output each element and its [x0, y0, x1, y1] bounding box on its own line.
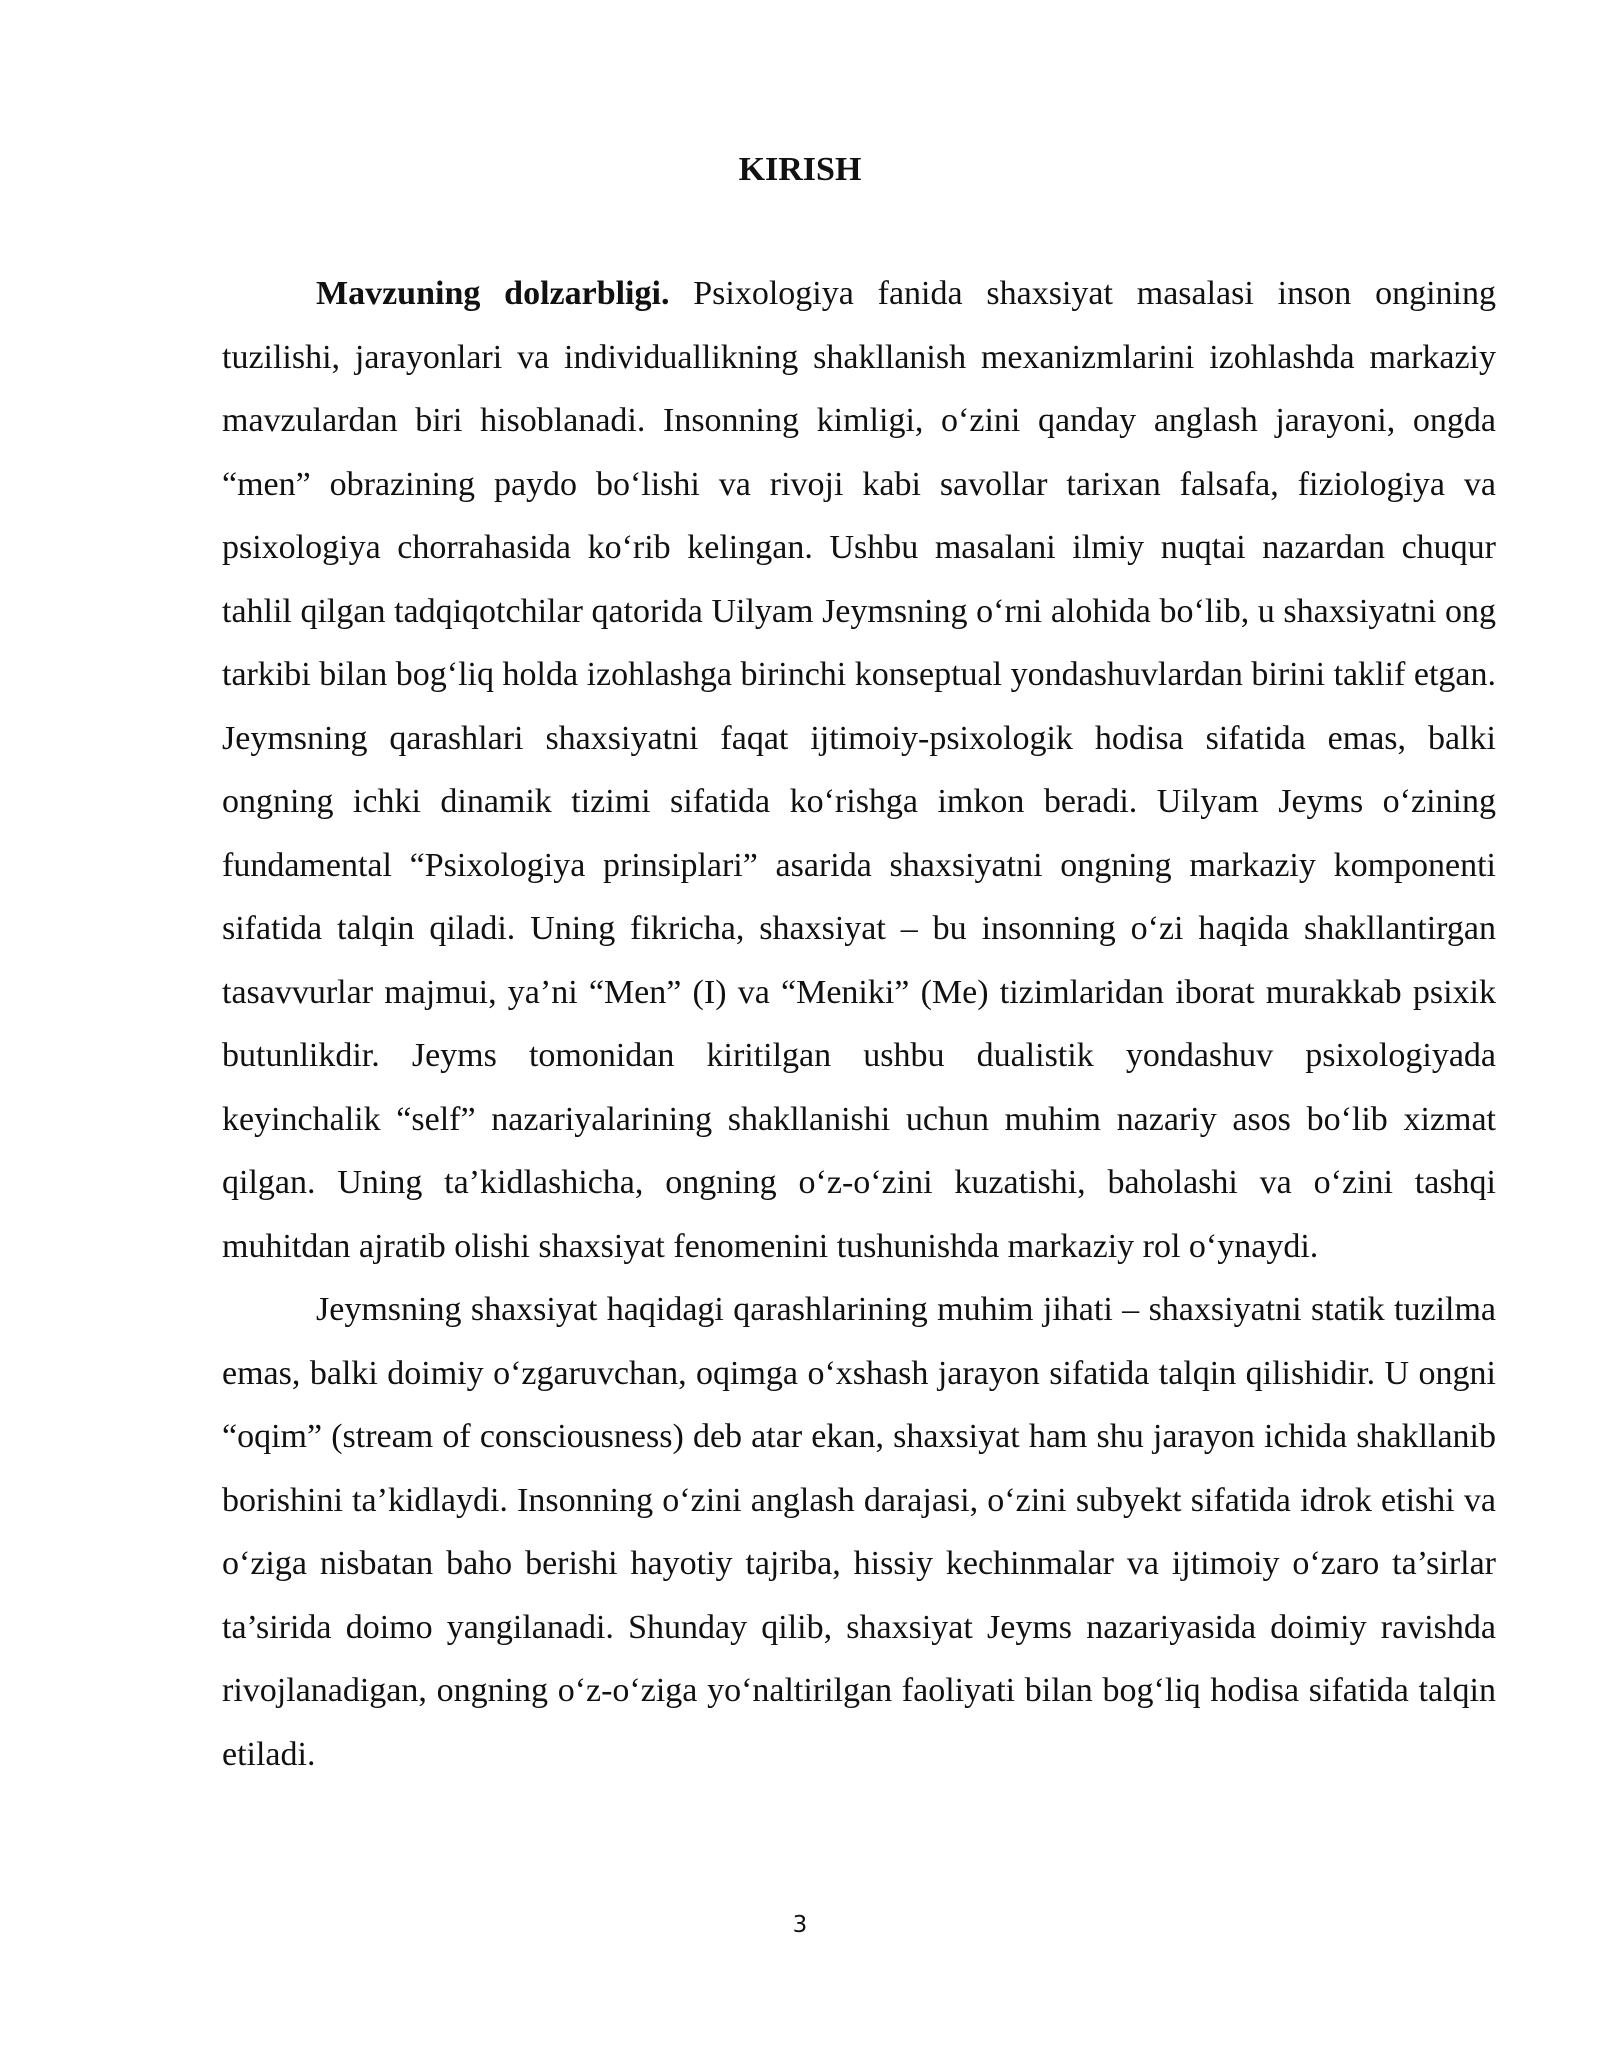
page-heading: KIRISH — [738, 151, 862, 188]
paragraph-relevance — [222, 262, 1496, 1278]
paragraph-text: Jeymsning shaxsiyat haqidagi qarashlarining muhim jihati – shaxsiyatni statik tuzilma emas, balki doimiy o‘zgaruvchan, oqimga o‘xshash jarayon sifatida talqin qilishidir. U ongni “oqim” (stream of consciousness) deb atar ekan, shaxsiyat ham shu jarayon ichida shakllanib borishini ta’kidlaydi. Insonning o‘zini anglash darajasi, o‘zini subyekt sifatida idrok etishi va o‘ziga nisbatan baho berishi hayotiy tajriba, hissiy kechinmalar va ijtimoiy o‘zaro ta’sirlar ta’sirida doimo yangilanadi. Shunday qilib, shaxsiyat Jeyms nazariyasida doimiy ravishda rivojlanadigan, ongning o‘z-o‘ziga yo‘naltirilgan faoliyati bilan bog‘liq hodisa sifatida talqin etiladi. — [222, 1291, 1496, 1773]
paragraph-text: Psixologiya fanida shaxsiyat masalasi inson ongining tuzilishi, jarayonlari va individuallikning shakllanish mexanizmlarini izohlashda markaziy mavzulardan biri hisoblanadi. Insonning kimligi, o‘zini qanday anglash jarayoni, ongda “men” obrazining paydo bo‘lishi va rivoji kabi savollar tarixan falsafa, fiziologiya va psixologiya chorrahasida ko‘rib kelingan. Ushbu masalani ilmiy nuqtai nazardan chuqur tahlil qilgan tadqiqotchilar qatorida Uilyam Jeymsning o‘rni alohida bo‘lib, u shaxsiyatni ong tarkibi bilan bog‘liq holda izohlashga birinchi konseptual yondashuvlardan birini taklif etgan. Jeymsning qarashlari shaxsiyatni faqat ijtimoiy-psixologik hodisa sifatida emas, balki ongning ichki dinamik tizimi sifatida ko‘rishga imkon beradi. Uilyam Jeyms o‘zining fundamental “Psixologiya prinsiplari” asarida shaxsiyatni ongning markaziy komponenti sifatida talqin qiladi. Uning fikricha, shaxsiyat – bu insonning o‘zi haqida shakllantirgan tasavvurlar majmui, ya’ni “Men” (I) va “Meniki” (Me) tizimlaridan iborat murakkab psixik butunlikdir. Jeyms tomonidan kiritilgan ushbu dualistik yondashuv psixologiyada keyinchalik “self” nazariyalarining shakllanishi uchun muhim nazariy asos bo‘lib xizmat qilgan. Uning ta’kidlashicha, ongning o‘z-o‘zini kuzatishi, baholashi va o‘zini tashqi muhitdan ajratib olishi shaxsiyat fenomenini tushunishda markaziy rol o‘ynaydi. — [222, 275, 1497, 1265]
page-number: 3 — [792, 1912, 808, 1938]
body-text — [222, 262, 1496, 1786]
paragraph-lead: Mavzuning dolzarbligi. — [316, 275, 670, 312]
paragraph-james-views — [222, 1278, 1496, 1786]
